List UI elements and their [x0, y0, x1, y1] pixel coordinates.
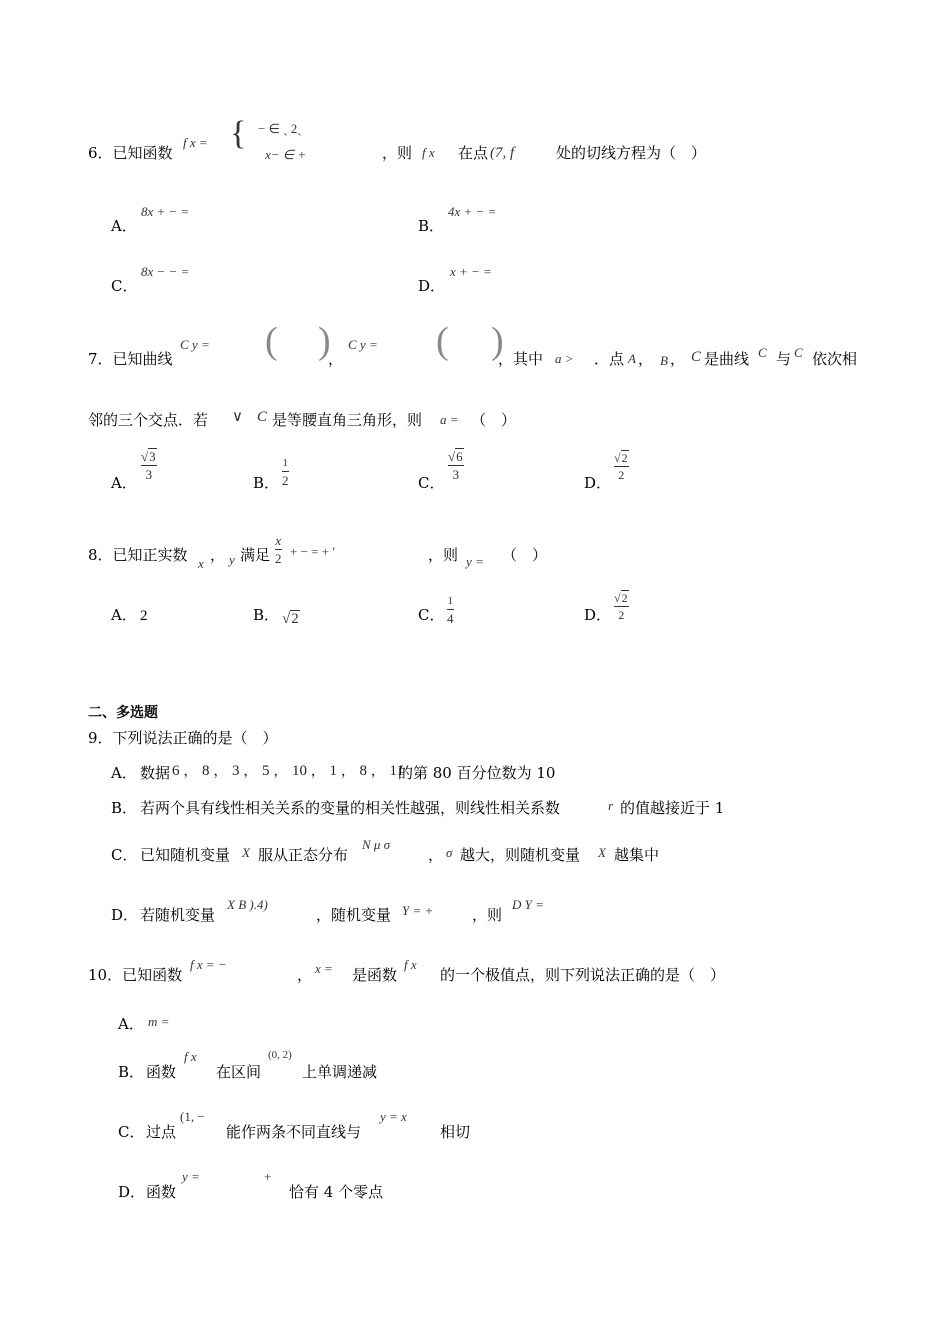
q9-option-d-mid: ，随机变量	[316, 906, 392, 924]
q10-option-b-pre: 函数	[146, 1063, 177, 1081]
q10-option-c-mid: 能作两条不同直线与	[226, 1123, 362, 1141]
q9-option-c-x2: X	[598, 845, 606, 860]
q10-option-d-plus: +	[264, 1169, 272, 1184]
q9-option-d-post: ，则	[472, 906, 503, 924]
q10-option-b-interval: (0, 2)	[268, 1049, 292, 1061]
q9-option-b-r: r	[608, 798, 614, 813]
q7-cond: a >	[555, 351, 574, 366]
q10-option-c-label[interactable]: C．	[118, 1123, 145, 1141]
q10-option-b-mid: 在区间	[216, 1063, 262, 1081]
q6-at-point: 在点	[458, 144, 489, 162]
q10-fx: f x = −	[190, 957, 227, 972]
q8-option-a-label[interactable]: A．	[111, 606, 137, 624]
section-heading: 二、多选题	[88, 705, 158, 721]
q6-tail: 处的切线方程为（ ）	[556, 144, 707, 162]
q8-frac-num: x	[275, 533, 282, 548]
q6-option-c-label[interactable]: C．	[111, 277, 138, 295]
q7-curve1: C y =	[180, 337, 210, 352]
q6-option-d-expr: x + − =	[450, 264, 492, 279]
q9-option-c-mid: 服从正态分布	[258, 846, 349, 864]
q6-row2: x− ∈ +	[265, 147, 307, 162]
q7-option-d-num: 2	[621, 451, 628, 465]
q7-option-c-frac: √6 3	[448, 449, 463, 482]
q8-option-d-frac: √2 2	[614, 591, 628, 622]
q9-option-c-post: 越大，则随机变量	[460, 846, 581, 864]
q7-line2b: 是等腰直角三角形，则	[272, 411, 423, 429]
q8-frac-den: 2	[275, 551, 282, 566]
q9-option-c-label[interactable]: C．	[111, 846, 138, 864]
q7-option-d-den: 2	[618, 468, 625, 482]
q7-curve1-ref: C	[758, 345, 767, 360]
q7-paren: （ ）	[471, 411, 517, 429]
q9-option-c-pre: 已知随机变量	[140, 846, 231, 864]
q6-point: (7, f	[490, 145, 515, 161]
q7-option-b-label[interactable]: B．	[253, 474, 280, 492]
q7-option-d-label[interactable]: D．	[584, 474, 612, 492]
q10-option-d-y: y =	[182, 1169, 200, 1184]
q7-line2: 邻的三个交点．若	[88, 411, 209, 429]
q9-option-b-pre: 若两个具有线性相关关系的变量的相关性越强，则线性相关系数	[140, 799, 561, 817]
q8-option-b-val: 2	[291, 611, 299, 627]
q8-frac	[275, 534, 282, 565]
q10-option-d-pre: 函数	[146, 1183, 177, 1201]
q7-option-c-label[interactable]: C．	[418, 474, 445, 492]
q10-option-c-curve: y = x	[380, 1109, 407, 1124]
q6-stem: 6．已知函数	[88, 144, 173, 162]
q7-option-c-num: 6	[456, 449, 463, 464]
q8-option-c-den: 4	[447, 611, 454, 626]
q10-option-b-fx: f x	[184, 1049, 197, 1064]
q8-x: x	[198, 556, 204, 571]
q10-x-eq: x =	[315, 961, 333, 976]
q6-fx2: f x	[422, 145, 435, 160]
q9-option-d-label[interactable]: D．	[111, 906, 139, 924]
q6-option-d-label[interactable]: D．	[418, 277, 446, 295]
q7-and: 与	[776, 350, 792, 368]
q6-option-b-expr: 4x + − =	[448, 204, 497, 219]
q10-option-c-post: 相切	[440, 1123, 471, 1141]
q7-point-a: A	[628, 351, 636, 366]
q7-point-c: C	[691, 349, 702, 365]
q8-option-d-num: 2	[621, 591, 628, 605]
q8-option-c-frac	[447, 596, 454, 625]
q9-option-a-pre: 数据	[140, 764, 171, 782]
q9-option-c-post2: 越集中	[614, 846, 660, 864]
q9-option-c-sigma: σ	[446, 845, 453, 860]
q8-option-d-label[interactable]: D．	[584, 606, 612, 624]
q7-curves-text: 是曲线	[704, 350, 750, 368]
q7-curve2-ref: C	[794, 345, 803, 360]
q6-option-b-label[interactable]: B．	[418, 217, 445, 235]
q9-option-b-post: 的值越接近于 1	[620, 799, 725, 817]
q7-curve1-paren-right: )	[318, 320, 331, 362]
q7-where: ，其中	[498, 350, 544, 368]
q10-tail: 的一个极值点，则下列说法正确的是（ ）	[440, 966, 726, 984]
q7-points-text: ．点	[594, 350, 625, 368]
q7-option-a-label[interactable]: A．	[111, 474, 137, 492]
q6-option-a-expr: 8x + − =	[141, 204, 190, 219]
q7-curve2: C y =	[348, 337, 378, 352]
q6-fx: f x =	[183, 135, 208, 150]
q6-option-a-label[interactable]: A．	[111, 217, 137, 235]
q8-option-c-label[interactable]: C．	[418, 606, 445, 624]
q7-a-eq: a =	[440, 412, 459, 427]
q7-triangle-c: C	[257, 409, 268, 425]
q10-option-d-post: 恰有 4 个零点	[289, 1183, 384, 1201]
q10-is-fn: 是函数	[352, 966, 398, 984]
q10-option-c-point: (1, −	[180, 1109, 205, 1124]
q10-stem: 10．已知函数	[88, 966, 183, 984]
q10-option-a-expr: m =	[148, 1014, 170, 1029]
q7-option-a-frac: √3 3	[141, 449, 156, 482]
q7-option-d-frac: √2 2	[614, 451, 628, 482]
q10-option-a-label[interactable]: A．	[118, 1015, 144, 1033]
q8-y: y	[229, 552, 235, 567]
q6-row1: − ∈ ˎ 2ˎ	[258, 121, 302, 136]
q6-option-c-expr: 8x − − =	[141, 264, 190, 279]
q10-option-c-pre: 过点	[146, 1123, 177, 1141]
q10-comma: ，	[297, 966, 313, 984]
q8-option-b-sqrt: √2	[282, 611, 299, 627]
q7-option-c-den: 3	[452, 467, 460, 482]
q7-sep2: ，	[670, 350, 686, 368]
q7-curve1-paren-left: (	[265, 320, 278, 362]
q6-brace: {	[230, 115, 247, 152]
q7-point-b: B	[660, 353, 668, 368]
q7-option-a-den: 3	[145, 467, 153, 482]
q7-option-b-num: 1	[282, 457, 288, 469]
q9-option-d-y: Y = +	[402, 903, 434, 918]
q10-option-b-label[interactable]: B．	[118, 1063, 145, 1081]
q9-option-c-x: X	[242, 845, 250, 860]
q7-comma1: ，	[328, 350, 344, 368]
q9-option-d-xb: X B ).4)	[227, 897, 268, 912]
q9-option-d-dy: D Y =	[512, 897, 544, 912]
q7-sep1: ，	[638, 350, 654, 368]
q9-option-d-pre: 若随机变量	[140, 906, 216, 924]
q9-option-a-post: 的第 80 百分位数为 10	[398, 764, 556, 782]
q10-option-d-label[interactable]: D．	[118, 1183, 146, 1201]
q8-satisfy: 满足	[240, 546, 271, 564]
q9-stem: 9．下列说法正确的是（ ）	[88, 729, 278, 747]
q9-option-b-label[interactable]: B．	[111, 799, 138, 817]
q7-stem: 7．已知曲线	[88, 350, 173, 368]
q8-option-a-val: 2	[140, 608, 148, 624]
q9-option-a-label[interactable]: A．	[111, 764, 137, 782]
q9-option-c-normal: N μ σ	[362, 837, 391, 852]
q8-expr: + − = + ′	[290, 544, 336, 559]
q7-triangle: ∨	[232, 409, 243, 425]
q8-paren: （ ）	[502, 546, 548, 564]
q7-adjacent: 依次相	[812, 350, 858, 368]
q7-option-b-frac	[282, 458, 289, 487]
q6-then: ，则	[382, 144, 413, 162]
q9-comma: ，	[428, 846, 444, 864]
q8-option-b-label[interactable]: B．	[253, 606, 280, 624]
q7-curve2-paren-left: (	[436, 320, 449, 362]
q7-curve2-paren-right: )	[491, 320, 504, 362]
q8-comma: ，	[210, 546, 226, 564]
q10-option-b-post: 上单调递减	[302, 1063, 378, 1081]
q8-then: ，则	[428, 546, 459, 564]
q7-option-a-num: 3	[149, 449, 156, 464]
q8-option-d-den: 2	[618, 608, 625, 622]
q7-option-b-den: 2	[282, 473, 289, 488]
q10-fx2: f x	[404, 957, 417, 972]
q9-option-a-data: 6 ， 8 ， 3 ， 5 ， 10 ， 1 ， 8 ， 11	[172, 763, 404, 779]
q8-option-c-num: 1	[447, 595, 453, 607]
q8-y-eq: y =	[466, 554, 484, 569]
q8-stem: 8．已知正实数	[88, 546, 188, 564]
